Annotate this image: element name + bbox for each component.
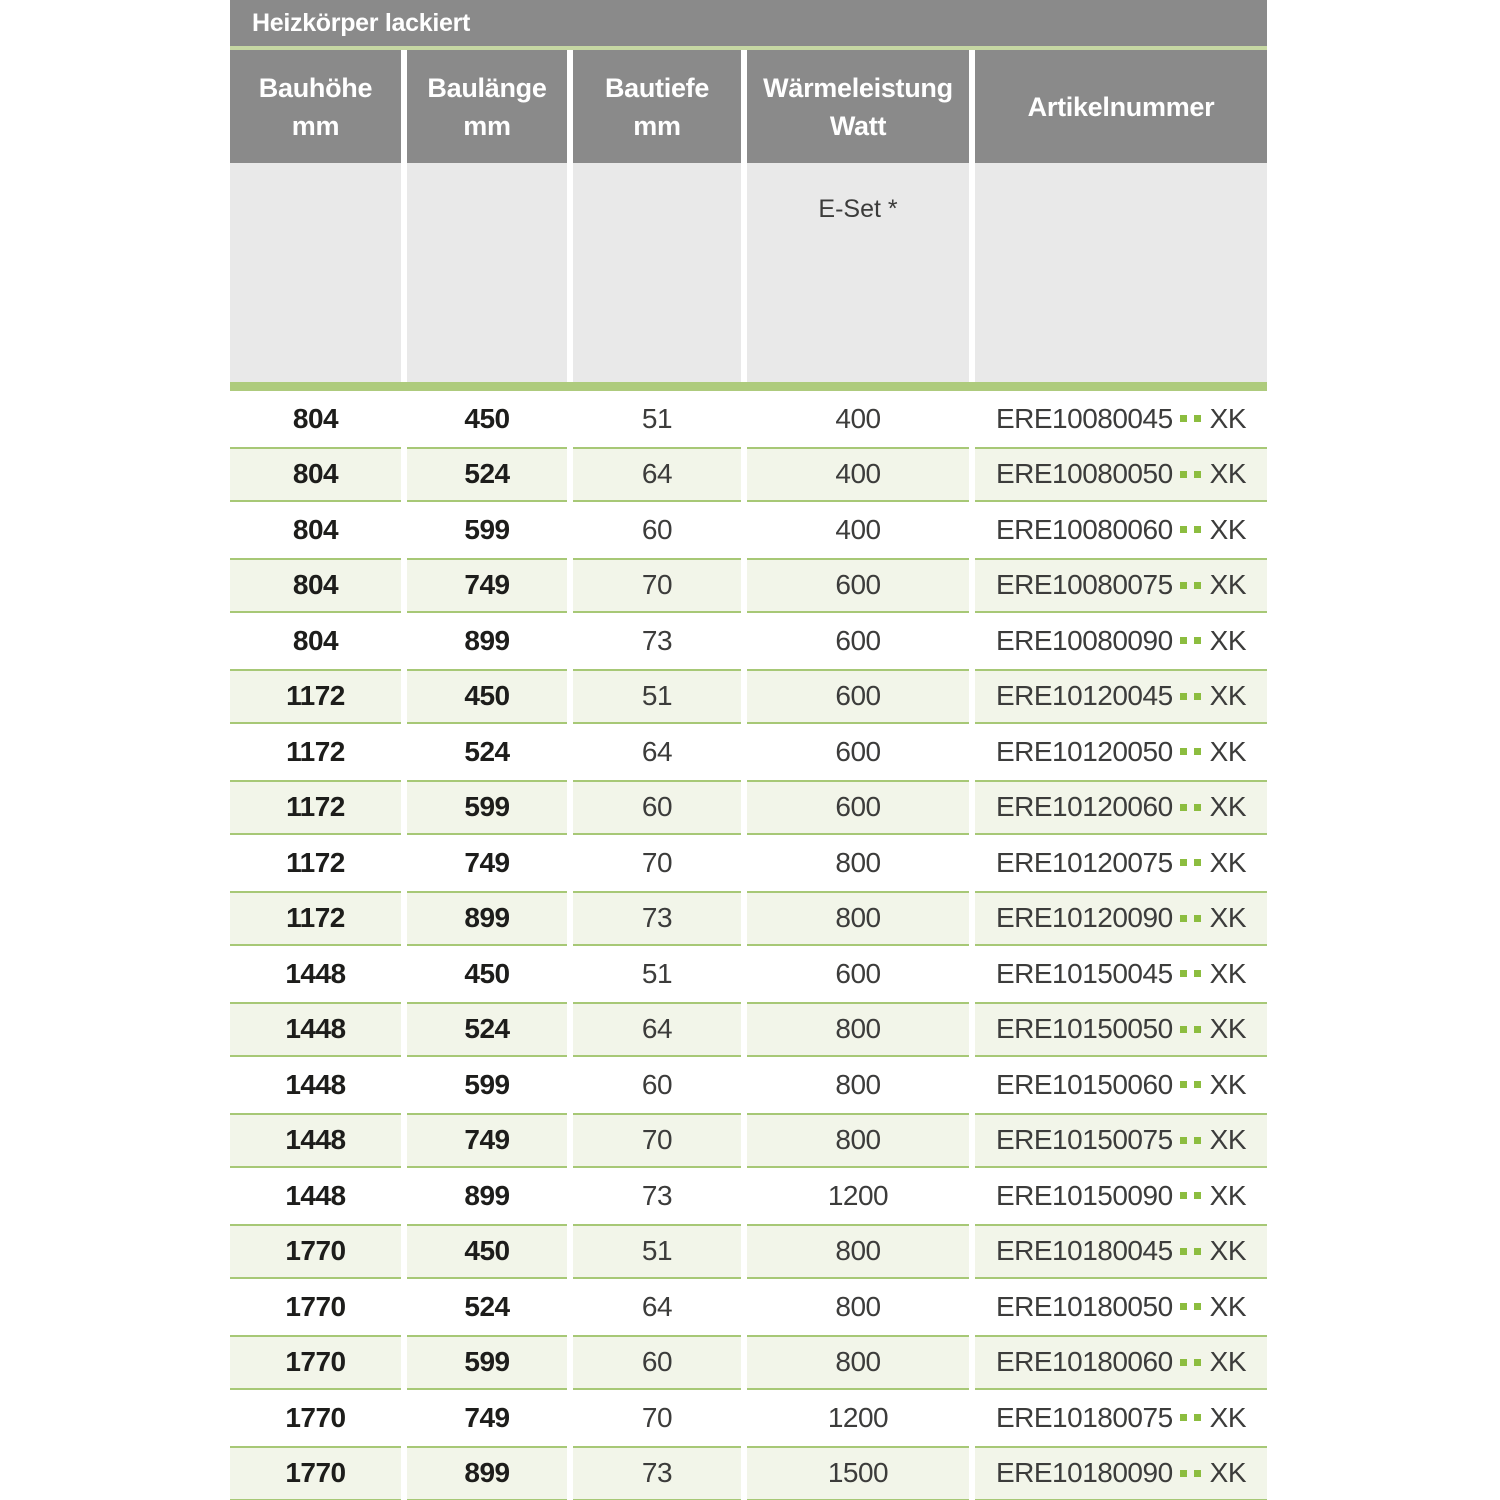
header-body-separator-bar (230, 382, 1267, 391)
artikelnummer-suffix: XK (1209, 846, 1246, 878)
cell-waermeleistung: 800 (747, 1002, 969, 1058)
cell-artikelnummer (975, 391, 1267, 447)
cell-bautiefe: 60 (573, 780, 741, 836)
cell-waermeleistung: 600 (747, 946, 969, 1002)
table-row (230, 1002, 1267, 1058)
artikelnummer-prefix: ERE10180090 (995, 1457, 1173, 1489)
artikelnummer-prefix: ERE10150090 (995, 1179, 1173, 1211)
subheader-cell-baulaenge (407, 163, 567, 382)
cell-artikelnummer (975, 891, 1267, 947)
cell-bauhoehe: 1448 (230, 1113, 401, 1169)
cell-bauhoehe: 1172 (230, 891, 401, 947)
cell-bauhoehe: 1172 (230, 835, 401, 891)
table-row (230, 1224, 1267, 1280)
artikelnummer-prefix: ERE10180050 (995, 1290, 1173, 1322)
cell-waermeleistung: 1500 (747, 1446, 969, 1500)
column-header-label: Baulänge (427, 72, 547, 103)
green-dot-icon (1194, 1137, 1201, 1144)
green-dot-icon (1180, 526, 1187, 533)
artikelnummer-prefix: ERE10180075 (995, 1401, 1173, 1433)
cell-bauhoehe: 1448 (230, 1057, 401, 1113)
cell-waermeleistung: 800 (747, 1279, 969, 1335)
cell-baulaenge: 450 (407, 1224, 567, 1280)
column-header-label: Artikelnummer (1027, 91, 1215, 122)
table-title: Heizkörper lackiert (252, 8, 471, 37)
artikelnummer-prefix: ERE10120050 (995, 735, 1173, 767)
cell-bautiefe: 64 (573, 447, 741, 503)
cell-artikelnummer (975, 724, 1267, 780)
green-dot-icon (1194, 748, 1201, 755)
artikelnummer-suffix: XK (1209, 902, 1246, 934)
green-dot-icon (1180, 1414, 1187, 1421)
green-dot-icon (1180, 748, 1187, 755)
cell-baulaenge: 450 (407, 669, 567, 725)
artikelnummer-suffix: XK (1209, 1235, 1246, 1267)
cell-artikelnummer (975, 1057, 1267, 1113)
cell-bautiefe: 70 (573, 835, 741, 891)
artikelnummer-suffix: XK (1209, 1013, 1246, 1045)
cell-waermeleistung: 1200 (747, 1390, 969, 1446)
cell-waermeleistung: 800 (747, 891, 969, 947)
artikelnummer-suffix: XK (1209, 1124, 1246, 1156)
green-dot-icon (1194, 1026, 1201, 1033)
cell-waermeleistung: 600 (747, 558, 969, 614)
artikelnummer-prefix: ERE10080050 (995, 458, 1173, 490)
cell-artikelnummer (975, 1390, 1267, 1446)
cell-bautiefe: 73 (573, 1168, 741, 1224)
cell-waermeleistung: 800 (747, 835, 969, 891)
cell-baulaenge: 599 (407, 780, 567, 836)
cell-bauhoehe: 1770 (230, 1390, 401, 1446)
table-row (230, 1446, 1267, 1500)
cell-waermeleistung: 800 (747, 1224, 969, 1280)
cell-baulaenge: 749 (407, 835, 567, 891)
artikelnummer-suffix: XK (1209, 569, 1246, 601)
cell-bautiefe: 73 (573, 613, 741, 669)
cell-baulaenge: 899 (407, 891, 567, 947)
cell-waermeleistung: 800 (747, 1057, 969, 1113)
cell-bauhoehe: 1770 (230, 1279, 401, 1335)
cell-baulaenge: 749 (407, 558, 567, 614)
artikelnummer-prefix: ERE10120045 (995, 680, 1173, 712)
artikelnummer-suffix: XK (1209, 1346, 1246, 1378)
green-dot-icon (1180, 1359, 1187, 1366)
green-dot-icon (1180, 1192, 1187, 1199)
green-dot-icon (1194, 970, 1201, 977)
cell-waermeleistung: 600 (747, 780, 969, 836)
column-header-row (230, 50, 1267, 163)
product-table (230, 0, 1267, 1500)
artikelnummer-suffix: XK (1209, 1290, 1246, 1322)
green-dot-icon (1180, 859, 1187, 866)
green-dot-icon (1194, 582, 1201, 589)
artikelnummer-prefix: ERE10080090 (995, 624, 1173, 656)
artikelnummer-prefix: ERE10150050 (995, 1013, 1173, 1045)
table-row (230, 724, 1267, 780)
column-header-label: Bautiefe (604, 72, 710, 103)
cell-artikelnummer (975, 780, 1267, 836)
green-dot-icon (1194, 471, 1201, 478)
column-header-bauhoehe (230, 50, 401, 163)
green-dot-icon (1180, 970, 1187, 977)
cell-waermeleistung: 1200 (747, 1168, 969, 1224)
cell-bautiefe: 73 (573, 1446, 741, 1500)
cell-artikelnummer (975, 1446, 1267, 1500)
artikelnummer-prefix: ERE10080060 (995, 513, 1173, 545)
subheader-cell-artikelnummer (975, 163, 1267, 382)
table-row (230, 1335, 1267, 1391)
cell-baulaenge: 899 (407, 1446, 567, 1500)
column-header-artikelnummer (975, 50, 1267, 163)
green-dot-icon (1180, 1470, 1187, 1477)
artikelnummer-suffix: XK (1209, 1401, 1246, 1433)
table-row (230, 780, 1267, 836)
cell-waermeleistung: 600 (747, 669, 969, 725)
artikelnummer-suffix: XK (1209, 735, 1246, 767)
table-row (230, 1113, 1267, 1169)
table-row (230, 613, 1267, 669)
cell-baulaenge: 599 (407, 502, 567, 558)
cell-waermeleistung: 600 (747, 724, 969, 780)
green-dot-icon (1194, 1414, 1201, 1421)
artikelnummer-suffix: XK (1209, 624, 1246, 656)
column-header-label: Wärmeleistung (763, 72, 953, 103)
artikelnummer-suffix: XK (1209, 957, 1246, 989)
green-dot-icon (1180, 1137, 1187, 1144)
artikelnummer-prefix: ERE10120060 (995, 791, 1173, 823)
cell-bauhoehe: 804 (230, 502, 401, 558)
green-dot-icon (1194, 1081, 1201, 1088)
artikelnummer-suffix: XK (1209, 458, 1246, 490)
cell-bauhoehe: 804 (230, 558, 401, 614)
green-dot-icon (1194, 1470, 1201, 1477)
cell-bauhoehe: 1172 (230, 669, 401, 725)
cell-bauhoehe: 1172 (230, 780, 401, 836)
cell-artikelnummer (975, 1279, 1267, 1335)
artikelnummer-prefix: ERE10150060 (995, 1068, 1173, 1100)
cell-bautiefe: 73 (573, 891, 741, 947)
eset-label: E-Set * (818, 195, 898, 223)
cell-bautiefe: 51 (573, 669, 741, 725)
cell-bauhoehe: 1448 (230, 946, 401, 1002)
column-header-bautiefe (573, 50, 741, 163)
table-row (230, 1057, 1267, 1113)
artikelnummer-prefix: ERE10180060 (995, 1346, 1173, 1378)
table-row (230, 558, 1267, 614)
cell-artikelnummer (975, 835, 1267, 891)
table-row (230, 502, 1267, 558)
green-dot-icon (1194, 804, 1201, 811)
cell-artikelnummer (975, 946, 1267, 1002)
cell-bautiefe: 64 (573, 1279, 741, 1335)
green-dot-icon (1194, 415, 1201, 422)
artikelnummer-suffix: XK (1209, 791, 1246, 823)
column-header-unit: Watt (829, 110, 887, 141)
cell-artikelnummer (975, 447, 1267, 503)
cell-artikelnummer (975, 1168, 1267, 1224)
cell-bauhoehe: 1770 (230, 1446, 401, 1500)
artikelnummer-suffix: XK (1209, 1068, 1246, 1100)
cell-artikelnummer (975, 613, 1267, 669)
table-row (230, 1279, 1267, 1335)
green-dot-icon (1180, 693, 1187, 700)
table-row (230, 447, 1267, 503)
table-row (230, 1390, 1267, 1446)
green-dot-icon (1180, 582, 1187, 589)
column-header-label: Bauhöhe (258, 72, 373, 103)
cell-baulaenge: 524 (407, 724, 567, 780)
cell-artikelnummer (975, 558, 1267, 614)
table-title-bar (230, 0, 1267, 46)
green-dot-icon (1194, 526, 1201, 533)
table-row (230, 891, 1267, 947)
cell-bauhoehe: 1448 (230, 1002, 401, 1058)
green-dot-icon (1194, 1359, 1201, 1366)
cell-baulaenge: 524 (407, 1002, 567, 1058)
green-dot-icon (1180, 1303, 1187, 1310)
artikelnummer-prefix: ERE10150045 (995, 957, 1173, 989)
green-dot-icon (1180, 415, 1187, 422)
cell-baulaenge: 450 (407, 946, 567, 1002)
column-header-baulaenge (407, 50, 567, 163)
green-dot-icon (1194, 1248, 1201, 1255)
artikelnummer-suffix: XK (1209, 680, 1246, 712)
cell-bauhoehe: 804 (230, 447, 401, 503)
cell-bauhoehe: 1448 (230, 1168, 401, 1224)
cell-waermeleistung: 800 (747, 1335, 969, 1391)
green-dot-icon (1194, 915, 1201, 922)
green-dot-icon (1194, 859, 1201, 866)
table-row (230, 669, 1267, 725)
subheader-cell-bautiefe (573, 163, 741, 382)
cell-bauhoehe: 1770 (230, 1335, 401, 1391)
green-dot-icon (1194, 693, 1201, 700)
cell-bautiefe: 60 (573, 1335, 741, 1391)
cell-artikelnummer (975, 1113, 1267, 1169)
column-header-unit: mm (463, 110, 511, 141)
cell-bautiefe: 64 (573, 724, 741, 780)
green-dot-icon (1194, 1192, 1201, 1199)
column-header-waermeleistung (747, 50, 969, 163)
artikelnummer-prefix: ERE10120075 (995, 846, 1173, 878)
table-row (230, 946, 1267, 1002)
cell-bauhoehe: 804 (230, 391, 401, 447)
artikelnummer-prefix: ERE10120090 (995, 902, 1173, 934)
green-dot-icon (1180, 804, 1187, 811)
cell-artikelnummer (975, 1002, 1267, 1058)
cell-waermeleistung: 600 (747, 613, 969, 669)
cell-bautiefe: 51 (573, 1224, 741, 1280)
cell-artikelnummer (975, 1335, 1267, 1391)
cell-bautiefe: 51 (573, 946, 741, 1002)
cell-bautiefe: 60 (573, 1057, 741, 1113)
cell-bautiefe: 64 (573, 1002, 741, 1058)
artikelnummer-suffix: XK (1209, 402, 1246, 434)
cell-artikelnummer (975, 669, 1267, 725)
table-row (230, 391, 1267, 447)
artikelnummer-prefix: ERE10080075 (995, 569, 1173, 601)
cell-baulaenge: 524 (407, 1279, 567, 1335)
cell-bautiefe: 51 (573, 391, 741, 447)
subheader-cell-eset (747, 163, 969, 382)
table-body (230, 391, 1267, 1500)
green-dot-icon (1194, 1303, 1201, 1310)
cell-baulaenge: 749 (407, 1390, 567, 1446)
cell-bautiefe: 60 (573, 502, 741, 558)
cell-baulaenge: 450 (407, 391, 567, 447)
artikelnummer-prefix: ERE10150075 (995, 1124, 1173, 1156)
cell-bautiefe: 70 (573, 1113, 741, 1169)
column-header-unit: mm (633, 110, 681, 141)
artikelnummer-suffix: XK (1209, 513, 1246, 545)
cell-artikelnummer (975, 502, 1267, 558)
cell-waermeleistung: 800 (747, 1113, 969, 1169)
cell-baulaenge: 599 (407, 1057, 567, 1113)
green-dot-icon (1194, 637, 1201, 644)
cell-baulaenge: 749 (407, 1113, 567, 1169)
table-row (230, 1168, 1267, 1224)
green-dot-icon (1180, 1026, 1187, 1033)
green-dot-icon (1180, 915, 1187, 922)
artikelnummer-suffix: XK (1209, 1457, 1246, 1489)
cell-baulaenge: 899 (407, 1168, 567, 1224)
column-header-unit: mm (291, 110, 340, 141)
green-dot-icon (1180, 1248, 1187, 1255)
subheader-cell-bauhoehe (230, 163, 401, 382)
cell-waermeleistung: 400 (747, 502, 969, 558)
artikelnummer-prefix: ERE10180045 (995, 1235, 1173, 1267)
cell-baulaenge: 524 (407, 447, 567, 503)
cell-waermeleistung: 400 (747, 447, 969, 503)
cell-bautiefe: 70 (573, 1390, 741, 1446)
table-row (230, 835, 1267, 891)
cell-baulaenge: 599 (407, 1335, 567, 1391)
green-dot-icon (1180, 1081, 1187, 1088)
green-dot-icon (1180, 471, 1187, 478)
cell-bauhoehe: 804 (230, 613, 401, 669)
cell-artikelnummer (975, 1224, 1267, 1280)
artikelnummer-prefix: ERE10080045 (995, 402, 1173, 434)
artikelnummer-suffix: XK (1209, 1179, 1246, 1211)
cell-bauhoehe: 1172 (230, 724, 401, 780)
cell-bautiefe: 70 (573, 558, 741, 614)
cell-baulaenge: 899 (407, 613, 567, 669)
green-dot-icon (1180, 637, 1187, 644)
subheader-row (230, 163, 1267, 382)
cell-waermeleistung: 400 (747, 391, 969, 447)
cell-bauhoehe: 1770 (230, 1224, 401, 1280)
